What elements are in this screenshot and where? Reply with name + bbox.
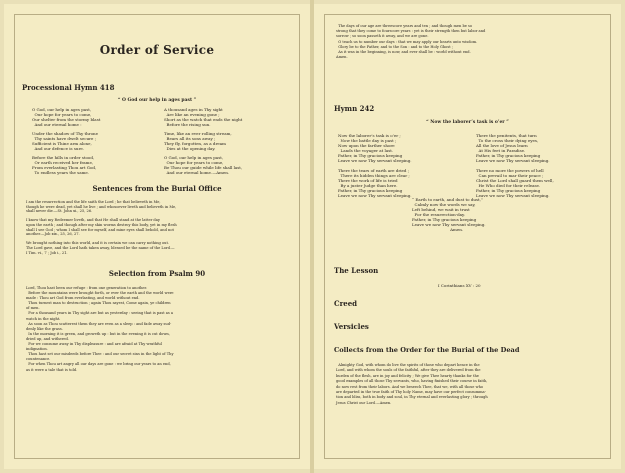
collects-text: Almighty God, with whom do live the spirits of those who depart hence in the Lord, and with whom the souls of the faithful, after they are delivered from the burden of the flesh, are in joy and felicity ; We give Thee hearty thanks for the good examples of all those Thy servants, who, having finished their course in faith, do now rest from their labors. And we beseech Thee, that we, with all those who are departed in the true faith of Thy holy Name, may have our perfect consumma- tion and bliss, both in body and soul, in Thy eternal and everlasting glory ; through Jesus Christ our Lord.—Amen. <box>336 363 488 405</box>
right-page <box>314 4 621 469</box>
hymn-242-first-line: “ Now the laborer’s task is o’er ” <box>426 120 509 125</box>
processional-hymn-heading: Processional Hymn 418 <box>22 83 115 92</box>
hymn-242-heading: Hymn 242 <box>334 104 375 113</box>
lesson-reference: I Corinthians XV : 20 <box>438 283 481 288</box>
versicles-heading: Versicles <box>334 322 369 331</box>
sentences-heading: Sentences from the Burial Office <box>92 184 222 193</box>
left-page <box>4 4 310 469</box>
psalm-90-continued: The days of our age are threescore years and ten ; and though men be so strong that they come to fourscore years : yet is their strength then but labor and sorrow ; so soon passeth it away, and we are gone. O teach us to number our days : that we may apply our hearts unto wisdom. Glory be to the Father, and to the Son : and to the Holy Ghost ; As it was in the beginning, is now, and ever shall be : world without end. Amen. <box>336 24 486 60</box>
lesson-heading: The Lesson <box>334 266 379 275</box>
psalm-90-heading: Selection from Psalm 90 <box>108 269 206 278</box>
sentences-text: I am the resurrection and the life saith the Lord ; he that believeth in Me, though he were dead, yet shall he live ; and whosoever liveth and believeth in Me, shall never die.—St. John xi., 25, 26. I know that my Redeemer liveth, and that He shall stand at the latter day upon the earth ; and though after my skin worms destroy this body, yet in my flesh shall I see God ; whom I shall see for myself, and mine eyes shall behold, and not another.—Job xix., 25, 26, 27. We brought nothing into this world, and it is certain we can carry nothing out. The Lord gave, and the Lord hath taken away, blessed be the name of the Lord.— I Tim. vi., 7 ; Job i., 21. <box>26 200 177 255</box>
hymn-418-verses-left: O God, our help in ages past, Our hope for years to come, Our shelter from the stormy blast And our eternal home : Under the shadow of Thy throne Thy saints have dwelt secure ; Sufficient is Thine arm alone, And our defence is sure. Before the hills in order stood, Or earth received her frame, From everlasting Thou art God, To endless years the same. <box>32 107 101 175</box>
creed-heading: Creed <box>334 299 358 308</box>
hymn-242-verses-right: There the penitents, that turn To the cross their dying eyes, All the love of Jesus learn At His feet in Paradise. Father, in Thy gracious keeping Leave we now Thy servant sleeping. There no more the powers of hell Can prevail to mar their peace ; Christ the Lord shall guard them well, He Who died for their release. Father, in Thy gracious keeping Leave we now Thy servant sleeping. <box>476 133 554 198</box>
psalm-90-text: Lord, Thou hast been our refuge : from one generation to another. Before the mountains were brought forth, or ever the earth and the world were made : Thou art God from everlasting, and world without end. Thou turnest man to destruction ; again Thou sayest, Come again, ye children of men. For a thousand years in Thy sight are but as yesterday : seeing that is past as a watch in the night. As soon as Thou scatterest them they are even as a sleep : and fade away sud- denly like the grass. In the morning it is green, and groweth up : but in the evening it is cut down, dried up, and withered. For we consume away in Thy displeasure : and are afraid at Thy wrathful indignation. Thou hast set our misdeeds before Thee : and our secret sins in the light of Thy countenance. For when Thou art angry all our days are gone : we bring our years to an end, as it were a tale that is told. <box>26 286 174 372</box>
collects-heading: Collects from the Order for the Burial of the Dead <box>334 346 520 354</box>
hymn-242-final-verse: “ Earth to earth, and dust to dust,” Calmly now the words we say, Left behind, we wait in trust For the resurrection-day. Father, in Thy gracious keeping Leave we now Thy servant sleeping. Amen. <box>412 197 486 232</box>
processional-first-line: “ O God our help in ages past ” <box>117 98 197 103</box>
order-of-service-title: Order of Service <box>99 43 215 57</box>
hymn-242-verses-left: Now the laborer’s task is o’er ; Now the battle day is past ; Now upon the farther shore Lands the voyager at last. Father, in Thy gracious keeping Leave we now Thy servant sleeping. There the tears of earth are dried ; There its hidden things are clear ; There the work of life is tried By a juster Judge than here. Father, in Thy gracious keeping Leave we now Thy servant sleeping. <box>338 133 412 198</box>
hymn-418-verses-right: A thousand ages in Thy sight Are like an evening gone ; Short as the watch that ends the night Before the rising sun. Time, like an ever rolling stream, Bears all its sons away ; They fly, forgotten, as a dream Dies at the opening day. O God, our help in ages past, Our hope for years to come, Be Thou our guide while life shall last, And our eternal home.—Amen. <box>164 107 243 175</box>
